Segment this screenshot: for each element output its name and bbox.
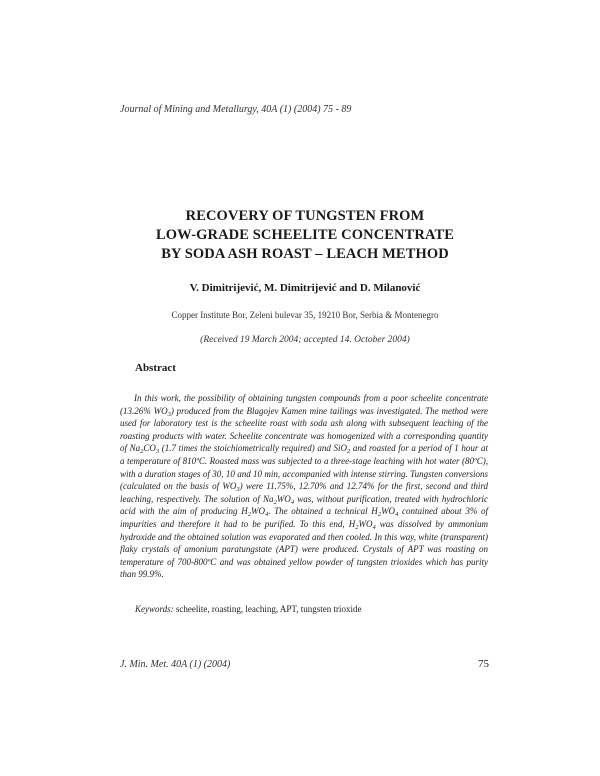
title-line-3: BY SODA ASH ROAST – LEACH METHOD — [161, 246, 449, 262]
authors: V. Dimitrijević, M. Dimitrijević and D. Milanović — [189, 282, 421, 294]
title-line-2: LOW-GRADE SCHEELITE CONCENTRATE — [156, 227, 454, 243]
running-head: Journal of Mining and Metallurgy, 40A (1) (2004) 75 - 89 — [120, 104, 352, 115]
title-line-1: RECOVERY OF TUNGSTEN FROM — [185, 208, 425, 224]
keywords-label: Keywords: — [135, 604, 174, 614]
abstract-body: In this work, the possibility of obtaining tungsten compounds from a poor scheelite concentrate (13.26% $WO_3$) produced from the Blagojev Kamen mine tailings was investigated. The method were used for laboratory test is the scheelite roast with soda ash along with subsequent leaching of the roasting products with water. Scheelite concentrate was homogenized with a corresponding quantity of $Na_2CO_3$ (1.7 times the stoichiometrically required) and SiO$_2$ and roasted for a period of 1 hour at a temperature of 810ºC. Roasted mass was subjected to a three-stage leaching with hot water (80ºC), with a duration stages of 30, 10 and 10 min, accompanied with intense stirring. Tungsten conversions (calculated on the basis of $WO_3$) were 11.75%, 12.70% and 12.74% for the first, second and third leaching, respectively. The solution of $Na_2WO_4$ was, without purification, treated with hydrochloric acid with the aim of producing $H_2WO_4$. The obtained a technical $H_2WO_4$ contained about 3% of impurities and therefore it had to be purified. To this end, $H_2WO_4$ was dissolved by ammonium hydroxide and the obtained solution was evaporated and then cooled. In this way, white (transparent) flaky crystals of amonium paratungstate (APT) were produced. Crystals of APT was roasting on temperature of 700-800ºC and was obtained yellow powder of tungsten trioxides which has purity than 99.9%. — [120, 393, 488, 580]
footer-journal: J. Min. Met. 40A (1) (2004) — [120, 659, 231, 670]
affiliation: Copper Institute Bor, Zeleni bulevar 35, 19210 Bor, Serbia & Montenegro — [171, 310, 439, 320]
received-dates: (Received 19 March 2004; accepted 14. October 2004) — [200, 335, 410, 345]
keywords — [135, 604, 361, 614]
page-number: 75 — [478, 658, 489, 670]
paper-title — [100, 207, 510, 264]
abstract-heading: Abstract — [135, 362, 176, 374]
keywords-text: scheelite, roasting, leaching, APT, tungsten trioxide — [175, 604, 362, 614]
